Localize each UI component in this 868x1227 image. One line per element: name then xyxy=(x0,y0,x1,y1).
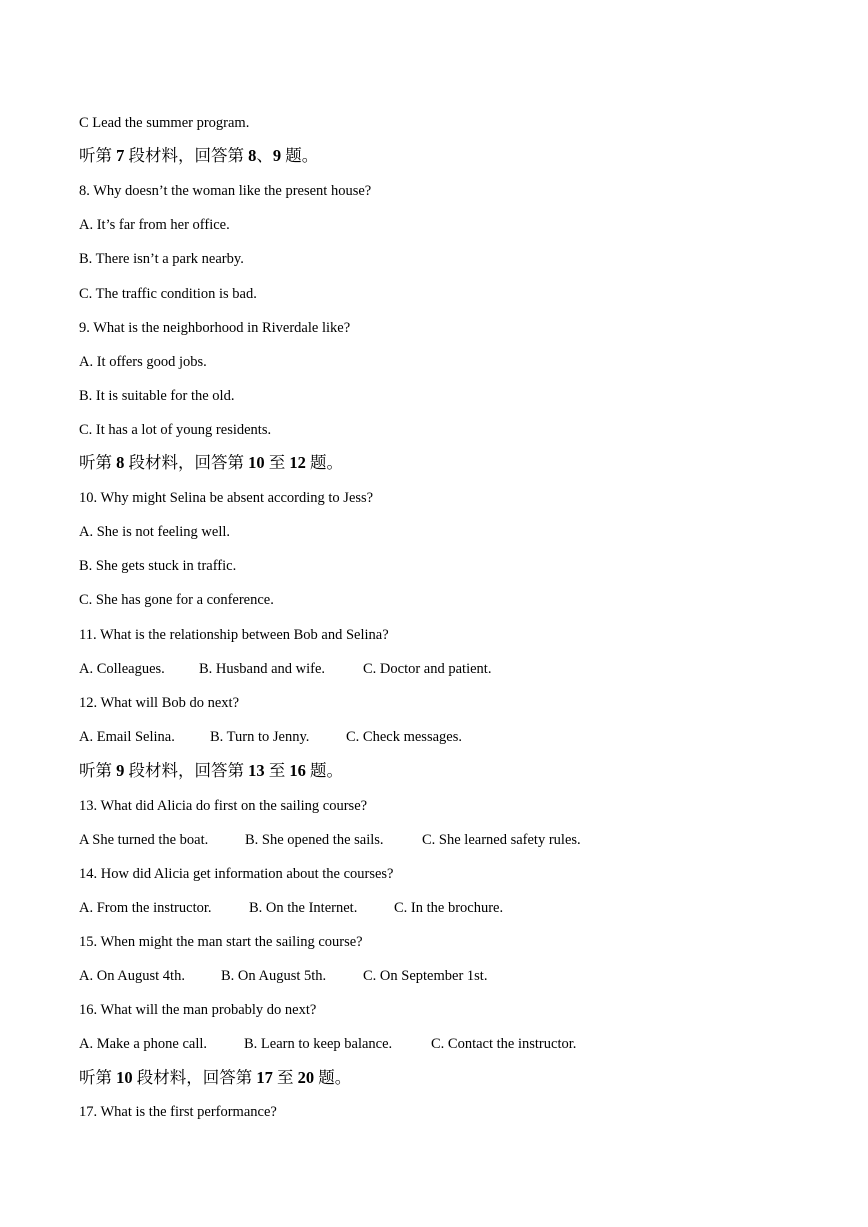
header-num: 10 xyxy=(116,1068,133,1087)
option-b: B. Turn to Jenny. xyxy=(210,729,310,745)
option-c: C. In the brochure. xyxy=(394,900,504,916)
option-a: A She turned the boat. xyxy=(79,832,209,848)
option-c: C. She learned safety rules. xyxy=(422,832,581,848)
header-pre: 听第 xyxy=(79,1068,117,1087)
option-a: A. Make a phone call. xyxy=(79,1036,208,1052)
option-c: C. Contact the instructor. xyxy=(431,1036,577,1052)
text-line: 15. When might the man start the sailing course? xyxy=(79,934,363,950)
header-num: 9 xyxy=(116,761,125,780)
option-a: A. On August 4th. xyxy=(79,968,185,984)
section-header xyxy=(79,762,343,780)
header-pre: 听第 xyxy=(79,761,117,780)
header-q2: 16 xyxy=(289,761,306,780)
header-q: 17 xyxy=(256,1068,273,1087)
header-mid: 段材料，回答第 xyxy=(124,761,249,780)
text-line: 16. What will the man probably do next? xyxy=(79,1002,317,1018)
option-c: C. Check messages. xyxy=(346,729,462,745)
header-q: 8 xyxy=(248,146,257,165)
text-line: C. The traffic condition is bad. xyxy=(79,286,257,302)
header-post: 题。 xyxy=(305,761,343,780)
option-c: C. On September 1st. xyxy=(363,968,488,984)
text-line: A. It offers good jobs. xyxy=(79,354,207,370)
text-line: 11. What is the relationship between Bob and Selina? xyxy=(79,627,389,643)
text-line: A. It’s far from her office. xyxy=(79,217,230,233)
header-mid: 段材料，回答第 xyxy=(124,453,249,472)
section-header xyxy=(79,1069,351,1087)
header-post: 题。 xyxy=(281,146,319,165)
text-line: C Lead the summer program. xyxy=(79,115,250,131)
header-sep: 至 xyxy=(272,1068,298,1087)
header-q: 10 xyxy=(248,453,265,472)
text-line: B. There isn’t a park nearby. xyxy=(79,251,244,267)
header-num: 7 xyxy=(116,146,125,165)
text-line: B. She gets stuck in traffic. xyxy=(79,558,237,574)
text-line: 13. What did Alicia do first on the sailing course? xyxy=(79,798,368,814)
text-line: 8. Why doesn’t the woman like the present house? xyxy=(79,183,372,199)
text-line: C. It has a lot of young residents. xyxy=(79,422,272,438)
option-a: A. Email Selina. xyxy=(79,729,175,745)
text-line: A. She is not feeling well. xyxy=(79,524,231,540)
text-line: 17. What is the first performance? xyxy=(79,1104,277,1120)
header-post: 题。 xyxy=(314,1068,352,1087)
text-line: 10. Why might Selina be absent according to Jess? xyxy=(79,490,374,506)
section-header xyxy=(79,147,318,165)
header-sep: 、 xyxy=(256,146,273,165)
option-a: A. Colleagues. xyxy=(79,661,165,677)
option-b: B. On the Internet. xyxy=(249,900,358,916)
header-q: 13 xyxy=(248,761,265,780)
text-line: 12. What will Bob do next? xyxy=(79,695,240,711)
section-header xyxy=(79,454,343,472)
option-b: B. Learn to keep balance. xyxy=(244,1036,393,1052)
header-mid: 段材料，回答第 xyxy=(132,1068,257,1087)
header-sep: 至 xyxy=(264,761,290,780)
option-b: B. She opened the sails. xyxy=(245,832,384,848)
option-b: B. On August 5th. xyxy=(221,968,327,984)
header-sep: 至 xyxy=(264,453,290,472)
header-pre: 听第 xyxy=(79,146,117,165)
header-post: 题。 xyxy=(305,453,343,472)
text-line: 14. How did Alicia get information about the courses? xyxy=(79,866,394,882)
option-b: B. Husband and wife. xyxy=(199,661,326,677)
header-pre: 听第 xyxy=(79,453,117,472)
text-line: 9. What is the neighborhood in Riverdale like? xyxy=(79,320,351,336)
header-q2: 9 xyxy=(272,146,282,165)
text-line: C. She has gone for a conference. xyxy=(79,592,274,608)
header-q2: 12 xyxy=(289,453,306,472)
header-num: 8 xyxy=(116,453,125,472)
header-q2: 20 xyxy=(297,1068,315,1087)
header-mid: 段材料，回答第 xyxy=(124,146,249,165)
option-a: A. From the instructor. xyxy=(79,900,212,916)
option-c: C. Doctor and patient. xyxy=(363,661,492,677)
text-line: B. It is suitable for the old. xyxy=(79,388,235,404)
